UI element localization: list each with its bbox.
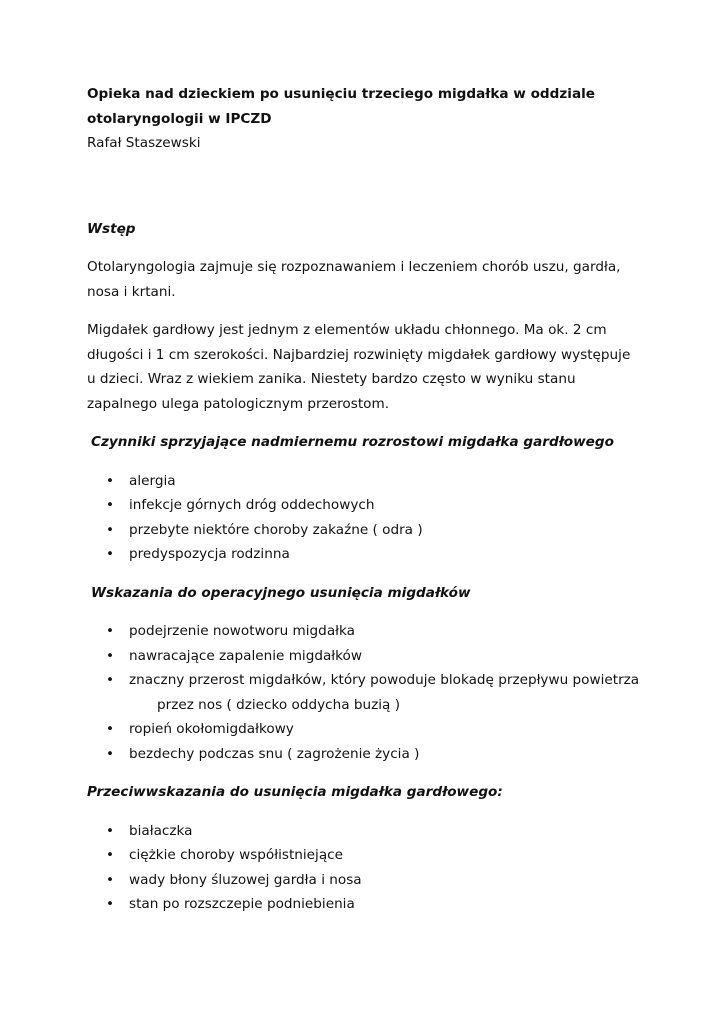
list-item: • ciężkie choroby współistniejące [87, 843, 657, 868]
bullet-icon: • [106, 472, 115, 489]
bullet-icon: • [106, 822, 115, 839]
list-item: • predyspozycja rodzinna [87, 542, 657, 567]
bullet-icon: • [106, 721, 115, 737]
list-item: • nawracające zapalenie migdałków [87, 644, 657, 669]
document-title [87, 82, 657, 131]
intro-paragraph-1: Otolaryngologia zajmuje się rozpoznawaniem i leczeniem chorób uszu, gardła, nosa i krtani. [87, 259, 621, 300]
document-page [87, 82, 657, 917]
title-line-1: Opieka nad dzieckiem po usunięciu trzeciego migdałka w oddziale [87, 86, 595, 102]
intro-paragraph-2: Migdałek gardłowy jest jednym z elementów układu chłonnego. Ma ok. 2 cm długości i 1 cm szerokości. Najbardziej rozwinięty migdałek gardłowy występuje u dzieci. Wraz z wiekiem zanika. Niestety bardzo często w wyniku stanu zapalnego ulega patologicznym przerostom. [87, 322, 631, 412]
indications-heading: Wskazania do operacyjnego usunięcia migdałków [91, 584, 471, 601]
list-item: • alergia [87, 469, 657, 494]
bullet-icon: • [106, 672, 115, 688]
list-item: • przebyte niektóre choroby zakaźne ( odra ) [87, 518, 657, 543]
bullet-icon: • [106, 521, 115, 538]
contraindications-heading: Przeciwwskazania do usunięcia migdałka gardłowego: [87, 784, 503, 800]
list-item-continuation: przez nos ( dziecko oddycha buzią ) [157, 696, 401, 713]
contraindications-list [87, 819, 657, 917]
bullet-icon: • [106, 497, 115, 513]
bullet-icon: • [106, 647, 115, 664]
intro-heading: Wstęp [87, 220, 136, 237]
bullet-icon: • [106, 847, 115, 863]
bullet-icon: • [106, 896, 115, 912]
list-item: • białaczka [87, 819, 657, 844]
indications-list [87, 619, 657, 766]
bullet-icon: • [106, 546, 115, 562]
author-name: Rafał Staszewski [87, 135, 201, 151]
list-item: • wady błony śluzowej gardła i nosa [87, 868, 657, 893]
bullet-icon: • [106, 871, 115, 888]
list-item: • infekcje górnych dróg oddechowych [87, 493, 657, 518]
list-item: • bezdechy podczas snu ( zagrożenie życia ) [87, 742, 657, 767]
list-item: • ropień okołomigdałkowy [87, 717, 657, 742]
list-item: • podejrzenie nowotworu migdałka [87, 619, 657, 644]
factors-heading: Czynniki sprzyjające nadmiernemu rozrostowi migdałka gardłowego [91, 434, 614, 450]
title-line-2: otolaryngologii w IPCZD [87, 110, 272, 127]
list-item: • stan po rozszczepie podniebienia [87, 892, 657, 917]
bullet-icon: • [106, 745, 115, 762]
list-item: • znaczny przerost migdałków, który powoduje blokadę przepływu powietrza przez nos ( dziecko oddycha buzią ) [87, 668, 657, 717]
bullet-icon: • [106, 623, 115, 639]
factors-list [87, 469, 657, 567]
